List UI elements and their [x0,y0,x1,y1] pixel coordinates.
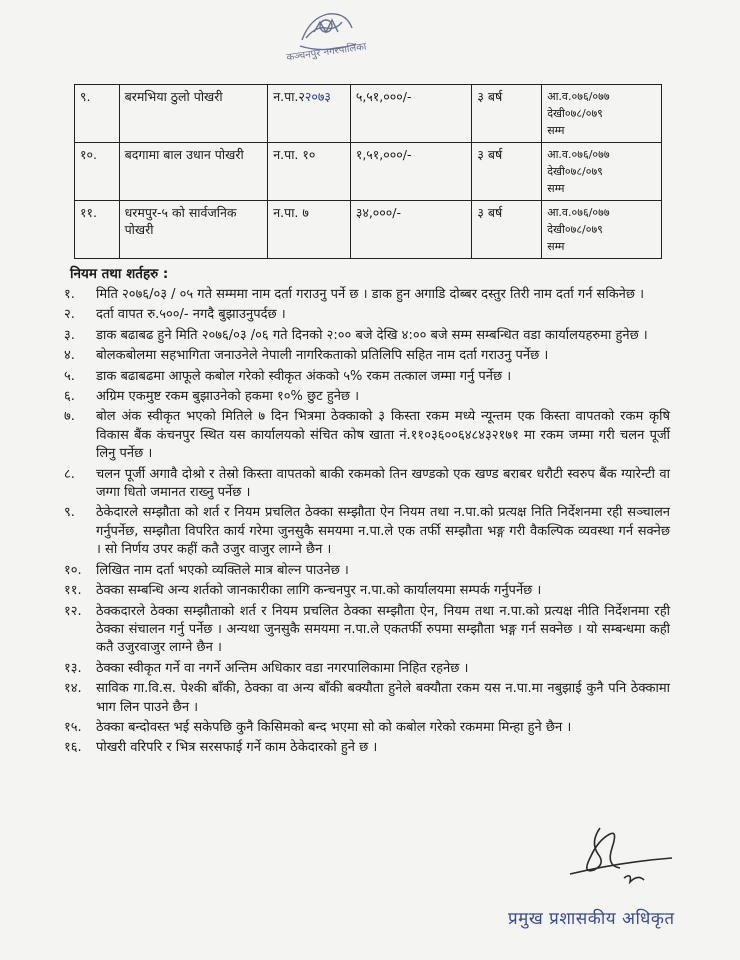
rule-number: १२. [64,603,82,619]
rule-text: साविक गा.वि.स. पेश्की बाँकी, ठेक्का वा अन्य बाँकी बक्यौता हुनेले बक्यौता रकम यस न.पा.मा नबुझाई कुनै पनि ठेक्कामा भाग लिन पाउने छैन । [96,681,670,715]
rule-number: १५. [64,719,82,735]
rule-item [64,504,670,559]
pond-name: बदगामा बाल उधान पोखरी [119,143,268,201]
signature [560,818,680,888]
rule-text: पोखरी वरिपरि र भित्र सरसफाई गर्ने काम ठेकेदारको हुने छ । [96,740,378,756]
rule-item [64,327,670,345]
table-row [75,143,662,201]
period-line: सम्म [547,182,565,195]
rule-number: १०. [64,562,82,578]
rule-number: १४. [64,681,82,697]
ward-ref [268,85,351,143]
seal-text: कञ्चनपुर नगरपालिका [285,41,368,64]
ward-ref [268,201,351,259]
rule-text: डाक बढाबढमा आफूले कबोल गरेको स्वीकृत अंकको ५% रकम तत्काल जम्मा गर्नु पर्नेछ । [96,368,512,384]
rule-number: ६. [64,389,75,405]
rule-item [64,660,670,678]
pond-name: बरमभिया ठुलो पोखरी [119,85,268,143]
rule-text: दर्ता वापत रु.५००/- नगदै बुझाउनुपर्दछ । [96,307,286,323]
rule-text: बोलकबोलमा सहभागिता जनाउनेले नेपाली नागरिकताको प्रतिलिपि सहित नाम दर्ता गराउनु पर्नेछ । [96,348,549,364]
rule-number: ५. [64,368,75,384]
row-number: १०. [75,143,120,201]
rule-number: ७. [64,409,75,425]
rule-number: १. [64,287,75,302]
rule-number: २. [64,307,75,323]
table-row [75,85,662,143]
rule-item [64,719,670,737]
rule-item [64,603,670,658]
rule-item [64,368,670,386]
rule-number: ३. [64,327,75,343]
designation-stamp: प्रमुख प्रशासकीय अधिकृत [508,909,675,929]
rule-number: १३. [64,660,82,676]
rule-item [64,739,670,757]
table-row [75,201,662,259]
rules-list [64,286,670,760]
rule-item [64,286,670,304]
rule-text: ठेक्का स्वीकृत गर्ने वा नगर्ने अन्तिम अधिकार वडा नगरपालिकामा निहित रहनेछ । [96,660,469,676]
ward-ref-text: न.पा.२ [273,89,305,104]
period-line: सम्म [547,240,565,253]
period-line: आ.व.०७६/०७७ [547,90,610,103]
rule-item [64,388,670,406]
signature-scribble-icon [560,818,680,888]
rule-item [64,306,670,324]
rule-text: मिति २०७६/०३ / ०५ गते सम्ममा नाम दर्ता गराउनु पर्ने छ । डाक हुन अगाडि दोब्बर दस्तुर तिरी नाम दर्ता गर्न सकिनेछ । [96,287,645,302]
amount: १,५१,०००/- [350,143,472,201]
rule-item [64,347,670,365]
rule-text: चलन पूर्जी अगावै दोश्रो र तेस्रो किस्ता वापतको बाकी रकमको तिन खण्डको एक खण्ड बराबर धरौटी स्वरुप बैंक ग्यारेन्टी वा जग्गा धितो जमानत राख्नु पर्नेछ । [96,466,670,501]
period-line: आ.व.०७६/०७७ [547,206,610,219]
duration: ३ बर्ष [472,201,542,259]
contract-period [542,143,662,201]
rule-number: ९. [64,505,75,521]
ward-ref-handwritten: २०७३ [304,89,331,104]
ward-ref-text: न.पा. १० [273,147,316,162]
ward-ref [268,143,351,201]
contract-period [542,85,662,143]
rule-text: बोल अंक स्वीकृत भएको मितिले ७ दिन भित्रमा ठेक्काको ३ किस्ता रकम मध्ये न्यून्तम एक किस्ता वापतको रकम कृषि विकास बैंक कंचनपुर स्थित यस कार्यालयको संचित कोष खाता नं.११०३६००६४८४३२१७१ मा रकम जम्मा गरी चलन पूर्जी लिनु पर्नेछ । [96,409,670,462]
rule-item [64,562,670,580]
rules-heading: नियम तथा शर्तहरु : [70,266,169,282]
duration: ३ बर्ष [472,85,542,143]
ward-ref-text: न.पा. ७ [273,205,309,220]
amount: ५,५१,०००/- [350,85,472,143]
rule-item [64,582,670,600]
period-line: सम्म [547,124,565,137]
period-line: आ.व.०७६/०७७ [547,148,610,161]
rule-text: लिखित नाम दर्ता भएको व्यक्तिले मात्र बोल्न पाउनेछ । [96,562,349,578]
duration: ३ बर्ष [472,143,542,201]
pond-name: धरमपुर-५ को सार्वजनिक पोखरी [119,201,268,259]
rule-item [64,680,670,717]
rule-text: ठेक्का बन्दोवस्त भई सकेपछि कुनै किसिमको बन्द भएमा सो को कबोल गरेको रकममा मिन्हा हुने छैन । [96,719,572,735]
rule-number: ४. [64,348,75,364]
period-line: देखी०७८/०७९ [547,107,603,120]
rule-number: ८. [64,466,75,482]
row-number: ११. [75,201,120,259]
bid-table [74,84,662,259]
period-line: देखी०७८/०७९ [547,165,603,178]
rule-text: अग्रिम एकमुष्ट रकम बुझाउनेको हकमा १०% छुट हुनेछ । [96,389,360,405]
amount: ३४,०००/- [350,201,472,259]
period-line: देखी०७८/०७९ [547,223,603,236]
row-number: ९. [75,85,120,143]
rule-item [64,466,670,503]
rule-number: ११. [64,583,82,599]
contract-period [542,201,662,259]
rule-text: ठेकेदारले सम्झौता को शर्त र नियम प्रचलित ठेक्का सम्झौता ऐन नियम तथा न.पा.को प्रत्यक्ष निति निर्देशनमा रही सञ्चालन गर्नुपर्नेछ, सम्झौता विपरित कार्य गरेमा जुनसुकै समयमा न.पा.ले एक तर्फी सम्झौता भङ्ग गरी वैकल्पिक व्यवस्था गर्न सक्नेछ । सो निर्णय उपर कहीं कतै उजुर वाजुर लाग्ने छैन । [96,505,670,558]
rule-text: ठेक्का सम्बन्धि अन्य शर्तको जानकारीका लागि कन्चनपुर न.पा.को कार्यालयमा सम्पर्क गर्नुपर्नेछ । [96,583,542,599]
rule-text: डाक बढाबढ हुने मिति २०७६/०३ /०६ गते दिनको २:०० बजे देखि ४:०० बजे सम्म सम्बन्धित वडा कार्यालयहरुमा हुनेछ । [96,327,648,343]
rule-text: ठेक्कदारले ठेक्का सम्झौताको शर्त र नियम प्रचलित ठेक्का सम्झौता ऐन, नियम तथा न.पा.को प्रत्यक्ष नीति निर्देशनमा रही ठेक्का संचालन गर्नु पर्नेछ । अन्यथा जुनसुकै समयमा न.पा.ले एकतर्फी रुपमा सम्झौता भङ्ग गर्न सक्नेछ । यो सम्बन्धमा कही कतै उजुरवाजुर लाग्ने छैन । [96,603,670,656]
rule-item [64,408,670,463]
rule-number: १६. [64,740,82,756]
